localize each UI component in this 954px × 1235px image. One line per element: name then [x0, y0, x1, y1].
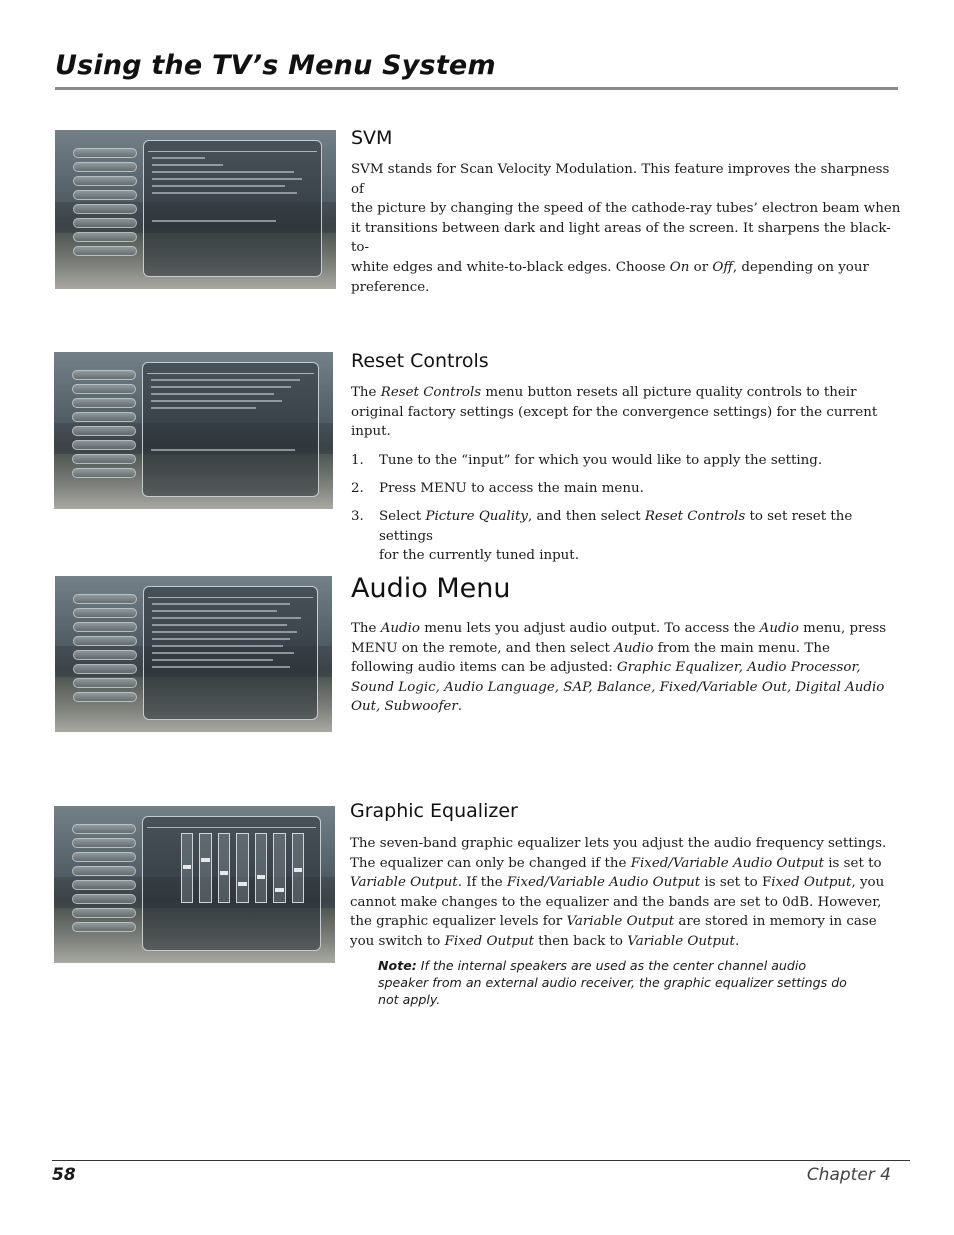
audio-menu-screenshot: [55, 576, 332, 732]
equalizer-band-knob: [257, 875, 265, 879]
reset-controls-heading: Reset Controls: [351, 350, 489, 372]
reset-step-2: 2. Press MENU to access the main menu.: [351, 481, 644, 496]
equalizer-band-3: [218, 833, 230, 903]
graphic-equalizer-heading: Graphic Equalizer: [350, 800, 518, 822]
footer-rule: [52, 1160, 910, 1161]
equalizer-band-knob: [294, 868, 302, 872]
graphic-equalizer-paragraph: The seven-band graphic equalizer lets you adjust the audio frequency settings. The equalizer can only be changed if the Fixed/Variable Audio Output is set to Variable Output. If the Fixed/Variable Audio Output is set to Fixed Output, you cannot make changes to the equalizer and the bands are set to 0dB. However, the graphic equalizer levels for Variable Output are stored in memory in case you switch to Fixed Output then back to Variable Output.: [350, 836, 887, 949]
reset-controls-screenshot: [54, 352, 333, 509]
graphic-equalizer-screenshot: [54, 806, 335, 963]
equalizer-band-knob: [220, 871, 228, 875]
equalizer-band-knob: [238, 882, 246, 886]
equalizer-note: Note: If the internal speakers are used as the center channel audio speaker from an external audio receiver, the graphic equalizer settings do not apply.: [378, 958, 847, 1007]
page-title: Using the TV’s Menu System: [55, 50, 496, 81]
audio-menu-paragraph: The Audio menu lets you adjust audio output. To access the Audio menu, press MENU on the remote, and then select Audio from the main menu. The following audio items can be adjusted: Graphic Equalizer, Audio Processor, Sound Logic, Audio Language, SAP, Balance, Fixed/Variable Out, Digital Audio Out, Subwoofer.: [351, 621, 887, 715]
equalizer-band-knob: [183, 865, 191, 869]
equalizer-bands: [181, 833, 304, 903]
equalizer-band-1: [181, 833, 193, 903]
equalizer-band-6: [273, 833, 285, 903]
page-number: 58: [52, 1165, 76, 1185]
svm-paragraph: SVM stands for Scan Velocity Modulation. This feature improves the sharpness of the picture by changing the speed of the cathode-ray tubes’ electron beam when it transitions between dark and light areas of the screen. It sharpens the black-to- white edges and white-to-black edges. Choose On or Off, depending on your preference.: [351, 162, 901, 295]
audio-menu-heading: Audio Menu: [351, 573, 511, 604]
svm-menu-screenshot: [55, 130, 336, 289]
reset-controls-paragraph: The Reset Controls menu button resets all picture quality controls to their original factory settings (except for the convergence settings) for the current input.: [351, 385, 878, 440]
chapter-label: Chapter 4: [806, 1165, 891, 1185]
equalizer-band-5: [255, 833, 267, 903]
reset-step-1: 1. Tune to the “input” for which you would like to apply the setting.: [351, 453, 823, 468]
svm-heading: SVM: [351, 127, 393, 149]
title-rule: [55, 87, 898, 90]
equalizer-band-4: [236, 833, 248, 903]
equalizer-band-7: [292, 833, 304, 903]
reset-step-3: 3. Select Picture Quality, and then select Reset Controls to set reset the settings for the currently tuned input.: [351, 509, 853, 564]
equalizer-band-knob: [201, 858, 209, 862]
equalizer-band-2: [199, 833, 211, 903]
equalizer-band-knob: [275, 888, 283, 892]
